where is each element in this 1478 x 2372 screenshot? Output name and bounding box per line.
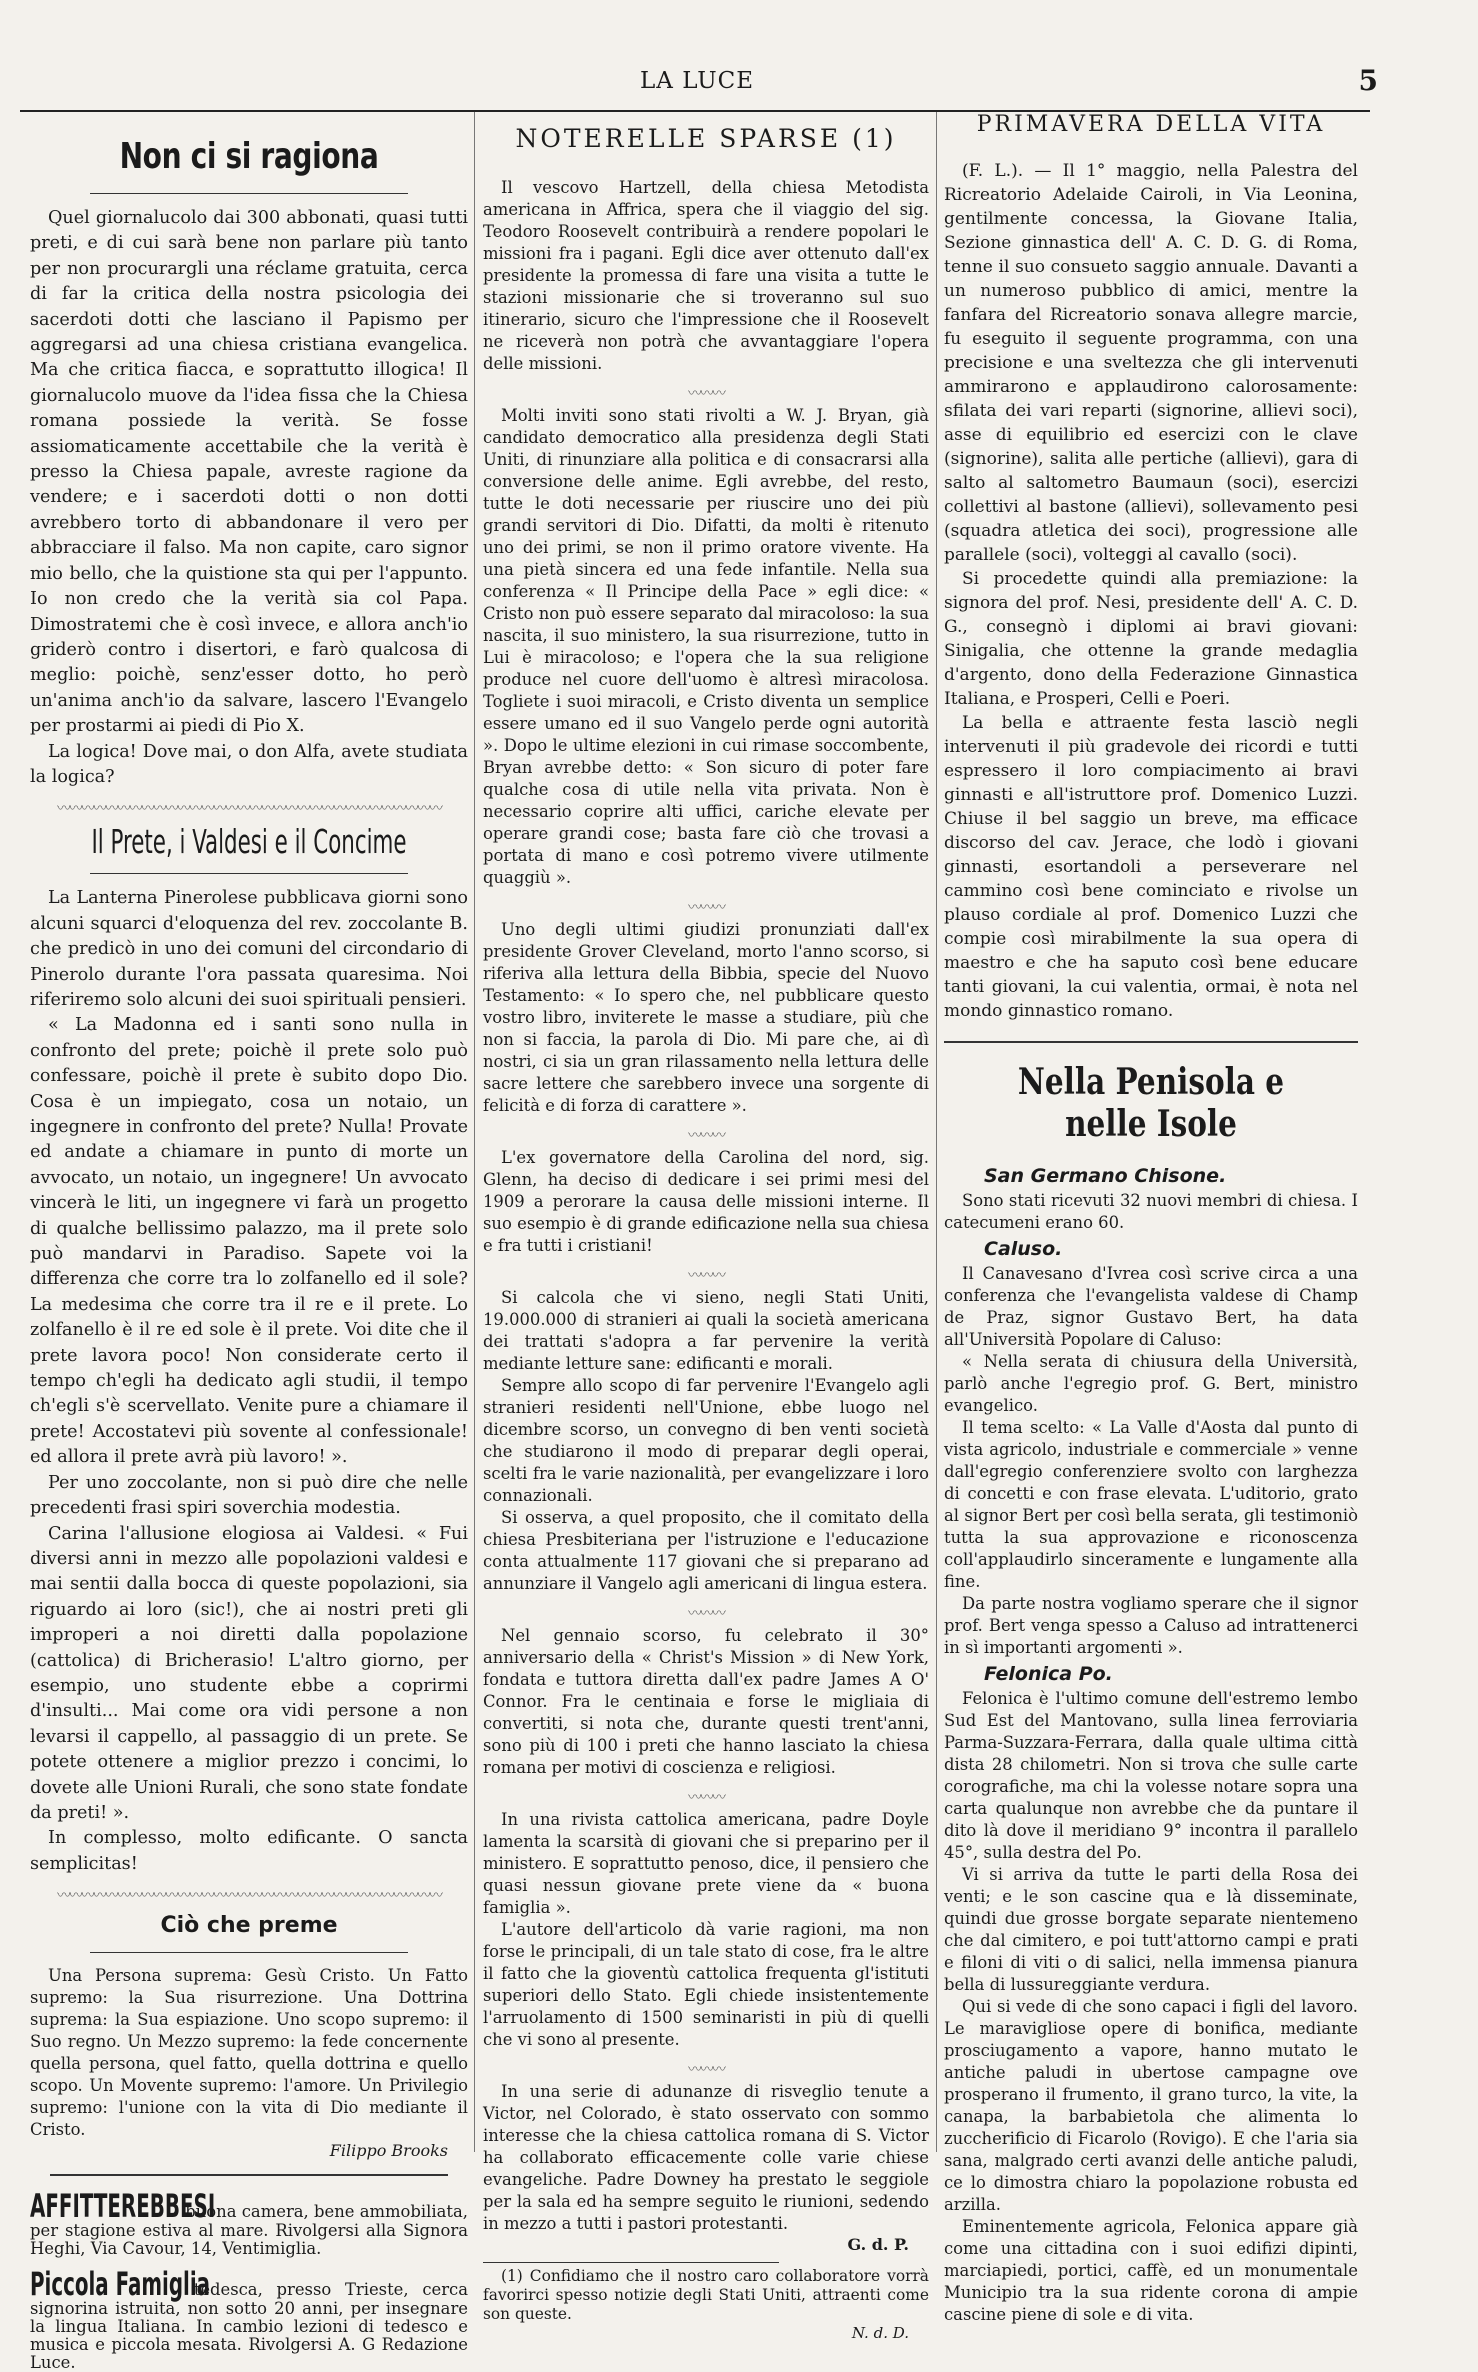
paragraph: Carina l'allusione elogiosa ai Valdesi. « Fui diversi anni in mezzo alle popolazioni valdesi e mai sentii dalla bocca di queste popolazioni, sia riguardo ai loro (sic!), che ai nostri preti gli improperi a noi diretti dalla popolazione (cattolica) di Bricherasio! L'altro giorno, per esempio, uno studente ebbe a coprirmi d'insulti... Mai come ora vidi persone a non levarsi il cappello, al passaggio di un prete. Se potete ottenere a miglior prezzo i concimi, lo dovete alle Unioni Rurali, che sono state fondate da preti! ». [30,1523,468,1823]
paragraph: Sempre allo scopo di far pervenire l'Evangelo agli stranieri residenti nell'Unione, ebbe luogo nel dicembre scorso, un convegno di ben venti società che studiarono il modo di preparar degli operai, scelti fra le varie nazionalità, per evangelizzare i loro connazionali. [483,1376,929,1505]
divider [90,193,408,194]
paragraph: Il tema scelto: « La Valle d'Aosta dal punto di vista agricolo, industriale e commerciale » venne dall'egregio conferenziere svolto con larghezza di concetti e con frase elevata. L'uditorio, grato al signor Bert per così bella serata, gli testimoniò tutta la sua approvazione e riconoscenza coll'applaudirlo sinceramente e lungamente alla fine. [944,1418,1358,1591]
ornamental-divider: 〰〰〰 [688,2062,724,2078]
footnote: (1) Confidiamo che il nostro caro collaboratore vorrà favorirci spesso notizie degli Stati Uniti, attraenti come son queste. [483,2267,929,2323]
divider [483,2262,779,2263]
ornamental-divider: 〰〰〰 [688,386,724,402]
divider [944,1041,1358,1043]
divider [50,2174,448,2176]
paragraph: (F. L.). — Il 1° maggio, nella Palestra del Ricreatorio Adelaide Cairoli, in Via Leonina, gentilmente concessa, la Giovane Italia, Sezione ginnastica dell' A. C. D. G. di Roma, tenne il suo consueto saggio annuale. Davanti a un numeroso pubblico di amici, mentre la fanfara del Ricreatorio sonava allegre marcie, fu eseguito il seguente programma, con una precisione e una sveltezza che gli intervenuti ammirarono e applaudirono calorosamente: sfilata dei vari reparti (signorine, allievi soci), asse di equilibrio ed esercizi con le clave (signorine), salita alle pertiche (allievi), gara di salto al saltometro Baumaun (soci), esercizi collettivi al bastone (allievi), sollevamento pesi (squadra atletica dei soci), progressione alle parallele (soci), volteggi al cavallo (soci). [944,161,1358,565]
article-title: Il Prete, i Valdesi e il Concime [91,822,407,862]
paragraph: Si procedette quindi alla premiazione: la signora del prof. Nesi, presidente dell' A. C. D. G., consegnò i diplomi ai bravi giovani: Sinigalia, che ottenne la grande medaglia d'argento, dono della Federazione Ginnastica Italiana, e Prosperi, Celli e Poeri. [944,569,1358,709]
place-heading: Caluso. [984,1238,1063,1260]
paragraph: In una serie di adunanze di risveglio tenute a Victor, nel Colorado, è stato osservato con sommo interesse che la chiesa cattolica romana di S. Victor ha collaborato efficacemente colle varie chiese evangeliche. Padre Downey ha prestato le seggiole per la sala ed ha sempre seguito le riunioni, sedendo in mezzo a tutti i pastori protestanti. [483,2082,929,2233]
paragraph: Vi si arriva da tutte le parti della Rosa dei venti; e le son cascine qua e là disseminate, quindi due grosse borgate separate nientemeno che dal cimitero, e poi tutt'attorno campi e prati e filoni di viti o di salici, nella immensa pianura bella di lussureggiante verdura. [944,1865,1358,1994]
ornamental-divider: 〰〰〰 [688,1128,724,1144]
page-header [20,60,1378,112]
ornamental-divider: 〰〰〰 [688,900,724,916]
paragraph: Felonica è l'ultimo comune dell'estremo lembo Sud Est del Mantovano, sulla linea ferroviaria Parma-Suzzara-Ferrara, dalla quale ultima città dista 28 chilometri. Non si trova che sulle carte corografiche, ma chi la volesse notare sopra una carta qualunque non avrebbe che da puntare il dito là dove il meridiano 9° incontra il parallelo 45°, sulla destra del Po. [944,1689,1358,1862]
paragraph: Qui si vede di che sono capaci i figli del lavoro. Le maravigliose opere di bonifica, mediante prosciugamento a vapore, hanno mutato le antiche paludi in ubertose campagne ove prosperano il frumento, il grano turco, la vite, la canapa, la barbabietola che alimenta lo zuccherificio di Ficarolo (Rovigo). E che l'aria sia sana, malgrado certi avanzi delle antiche paludi, ce lo dimostra chiaro la popolazione robusta ed arzilla. [944,1997,1358,2214]
paragraph: Si calcola che vi sieno, negli Stati Uniti, 19.000.000 di stranieri ai quali la società americana dei trattati s'adopra a far pervenire la verità mediante letture sane: edificanti e morali. [483,1288,929,1373]
paragraph: « Nella serata di chiusura della Università, parlò anche l'egregio prof. G. Bert, ministro evangelico. [944,1352,1358,1415]
paragraph: L'autore dell'articolo dà varie ragioni, ma non forse le principali, di un tale stato di cose, fra le altre il fatto che la gioventù cattolica frequenta gl'istituti superiori dello Stato. Egli chiede insistentemente l'arruolamento di 1500 seminaristi in più di quelli che vi sono al presente. [483,1920,929,2049]
column-divider [936,112,937,2152]
paragraph: L'ex governatore della Carolina del nord, sig. Glenn, ha deciso di dedicare i sei primi mesi del 1909 a perorare la causa delle missioni interne. Il suo esempio è di grande edificazione nella sua chiesa e fra tutti i cristiani! [483,1148,929,1255]
paragraph: Da parte nostra vogliamo sperare che il signor prof. Bert venga spesso a Caluso ad intrattenerci in sì importanti argomenti ». [944,1594,1358,1657]
ornamental-divider: 〰〰〰〰〰〰〰〰〰〰〰〰〰〰〰〰〰〰〰〰〰〰〰〰〰〰〰〰〰〰〰〰 [57,1888,441,1905]
paragraph: In una rivista cattolica americana, padre Doyle lamenta la scarsità di giovani che si preparino per il ministero. E soprattutto penoso, dice, il pensiero che quasi nessun giovane prete viene da « buona famiglia ». [483,1810,929,1917]
classified-ad [30,2265,468,2372]
paragraph: La logica! Dove mai, o don Alfa, avete studiata la logica? [30,741,468,787]
classified-ad [30,2187,468,2259]
ad-headline: Piccola Famiglia [30,2265,211,2304]
ornamental-divider: 〰〰〰 [688,1606,724,1622]
paragraph: Quel giornalucolo dai 300 abbonati, quasi tutti preti, e di cui sarà bene non parlare più tanto per non procurargli una réclame gratuita, cerca di far la critica della nostra psicologia dei sacerdoti dotti che lasciano il Papismo per aggregarsi ad una chiesa cristiana evangelica. Ma che critica fiacca, e soprattutto illogica! Il giornalucolo muove da l'idea fissa che la Chiesa romana possiede la verità. Se fosse assiomaticamente accettabile che la verità è presso la Chiesa papale, avreste ragione da vendere; e i sacerdoti dotti o non dotti avrebbero torto di abbandonare il vero per abbracciare il falso. Ma non capite, caro signor mio bello, che la quistione sta qui per l'appunto. Io non credo che la verità sia col Papa. Dimostratemi che è così invece, e allora anch'io griderò contro i disertori, e farò qualcosa di meglio: poichè, senz'esser dotto, ho però un'anima anch'io da salvare, lascero l'Evangelo per prostarmi ai piedi di Pio X. [30,208,468,737]
paragraph: Una Persona suprema: Gesù Cristo. Un Fatto supremo: la Sua risurrezione. Una Dottrina suprema: la Sua espiazione. Uno scopo supremo: il Suo regno. Un Mezzo supremo: la fede concernente quella persona, quel fatto, quella dottrina e quello scopo. Un Movente supremo: l'amore. Un Privilegio supremo: l'unione con la vita di Dio mediante il Cristo. [30,1966,468,2140]
divider [90,1952,408,1953]
paragraph: Sono stati ricevuti 32 nuovi membri di chiesa. I catecumeni erano 60. [944,1191,1358,1232]
place-heading: Felonica Po. [984,1663,1113,1685]
signature: Filippo Brooks [329,2141,448,2161]
paragraph: Uno degli ultimi giudizi pronunziati dall'ex presidente Grover Cleveland, morto l'anno scorso, si riferiva alla lettura della Bibbia, specie del Nuovo Testamento: « Io spero che, nel pubblicare questo vostro libro, inviterete le masse a studiare, più che non si faccia, la parola di Dio. Mi pare che, ai dì nostri, ci sia un gran rilassamento nella lettura delle sacre lettere che sarebbero invece una sorgente di felicità e di forza di carattere ». [483,920,929,1115]
ornamental-divider: 〰〰〰〰〰〰〰〰〰〰〰〰〰〰〰〰〰〰〰〰〰〰〰〰〰〰〰〰〰〰〰〰 [57,801,441,818]
signature: G. d. P. [847,2235,909,2254]
paragraph: La bella e attraente festa lasciò negli intervenuti il più gradevole dei ricordi e tutti espressero il loro compiacimento ai bravi ginnasti e all'istruttore prof. Domenico Luzzi. Chiuse il bel saggio un breve, ma efficace discorso del cav. Jerace, che lodò i giovani ginnasti, esortandoli a perseverare nel cammino così bene cominciato e rivolse un plauso cordiale al prof. Domenico Luzzi che compie così mirabilmente la sua opera di maestro e che ha saputo così bene educare tanti giovani, la cui valentia, ormai, è nota nel mondo ginnastico romano. [944,713,1358,1021]
article-title: Ciò che preme [160,1913,338,1939]
paragraph: Nel gennaio scorso, fu celebrato il 30° anniversario della « Christ's Mission » di New York, fondata e tuttora diretta dall'ex padre James A O' Connor. Fra le centinaia e forse le migliaia di convertiti, si nota che, durante questi trent'anni, sono più di 100 i preti che hanno lasciato la chiesa romana per motivi di coscienza e religiosi. [483,1626,929,1777]
paragraph: Molti inviti sono stati rivolti a W. J. Bryan, già candidato democratico alla presidenza degli Stati Uniti, di rinunziare alla politica e di consacrarsi alla conversione delle anime. Egli avrebbe, del resto, tutte le doti necessarie per riuscire uno dei più grandi servitori di Dio. Difatti, da molti è ritenuto uno dei primi, se non il primo oratore vivente. Ha una pietà sincera ed una fede infantile. Nella sua conferenza « Il Principe della Pace » egli dice: « Cristo non può essere separato dal miracoloso: la sua nascita, il suo ministero, la sua risurrezione, tutto in Lui è miracoloso; e l'opera che la sua religione produce nel cuore dell'uomo è altresì miracolosa. Togliete i suoi miracoli, e Cristo diventa un semplice essere umano ed il suo Vangelo perde ogni autorità ». Dopo le ultime elezioni in cui rimase soccombente, Bryan avrebbe detto: « Son sicuro di poter fare qualche cosa di utile nella vita privata. Non è necessario coprire alti uffici, cariche elevate per operare grandi cose; basta fare ciò che trovasi a portata di mano e così potremo vivere utilmente quaggiù ». [483,406,929,887]
paragraph: La Lanterna Pinerolese pubblicava giorni sono alcuni squarci d'eloquenza del rev. zoccolante B. che predicò in uno dei comuni del circondario di Pinerolo durante l'ora passata quaresima. Noi riferiremo solo alcuni dei suoi spirituali pensieri. [30,888,468,1010]
paragraph: « La Madonna ed i santi sono nulla in confronto del prete; poichè il prete solo può confessare, poichè il prete è subito dopo Dio. Cosa è un impiegato, cosa un notaio, un ingegnere in confronto del prete? Nulla! Provate ed andate a chiamare in punto di morte un avvocato, un notaio, un ingegnere! Un avvocato vincerà le liti, un ingegnere vi farà un progetto di qualche bellissimo palazzo, ma il prete solo può mandarvi in Paradiso. Sapete voi la differenza che corre tra lo zolfanello ed il sole? La medesima che corre tra il re e il prete. Lo zolfanello è il re ed sole è il prete. Voi dite che il prete lavora poco! Non considerate certo il tempo ch'egli ha dedicato agli studii, il tempo ch'egli s'è scervellato. Venite pure a chiamare il prete! Accostatevi più sovente al confessionale! ed allora il prete avrà più lavoro! ». [30,1015,468,1468]
ornamental-divider: 〰〰〰 [688,1790,724,1806]
footnote-signature: N. d. D. [851,2324,909,2342]
article-title: Non ci si ragiona [119,136,379,177]
ad-text: tedesca, presso Trieste, cerca signorina istruita, non sotto 20 anni, per insegnare la lingua Italiana. In cambio lezioni di tedesco e musica e piccola mesata. Rivolgersi A. G Redazione Luce. [30,2280,468,2372]
paragraph: Si osserva, a quel proposito, che il comitato della chiesa Presbiteriana per l'istruzione e l'educazione conta attualmente 117 giovani che si preparano ad annunziare il Vangelo agli americani di lingua estera. [483,1508,929,1593]
ornamental-divider: 〰〰〰 [688,1268,724,1284]
column-divider [474,112,475,2152]
ad-text: buona camera, bene ammobiliata, per stagione estiva al mare. Rivolgersi alla Signora Heghi, Via Cavour, 14, Ventimiglia. [30,2202,468,2259]
paragraph: Per uno zoccolante, non si può dire che nelle precedenti frasi spiri soverchia modestia. [30,1472,468,1519]
ad-headline: AFFITTEREBBESI [30,2187,216,2226]
section-title: Nella Penisola e nelle Isole [1017,1061,1285,1145]
column-right [944,112,1358,2326]
masthead: LA LUCE [640,68,754,94]
column-left [30,112,468,2372]
paragraph: Il vescovo Hartzell, della chiesa Metodista americana in Affrica, spera che il viaggio del sig. Teodoro Roosevelt contribuirà a rendere popolari le missioni fra i pagani. Egli dice aver ottenuto dall'ex presidente la promessa di fare una visita a tutte le stazioni missionarie che si troveranno sul suo itinerario, sicuro che l'impressione che il Roosevelt ne riceverà non potrà che avvantaggiare l'opera delle missioni. [483,178,929,373]
article-title: NOTERELLE SPARSE (1) [515,124,897,153]
divider [90,873,408,874]
paragraph: Il Canavesano d'Ivrea così scrive circa a una conferenza che l'evangelista valdese di Champ de Praz, signor Gustavo Bert, ha data all'Università Popolare di Caluso: [944,1264,1358,1349]
place-heading: San Germano Chisone. [984,1165,1227,1187]
article-title: PRIMAVERA DELLA VITA [976,112,1326,137]
page-number: 5 [1358,64,1378,97]
column-middle [483,112,929,2342]
classified-ad-body [30,2187,468,2259]
classified-ad-body [30,2265,468,2372]
paragraph: Eminentemente agricola, Felonica appare già come una cittadina con i suoi edifizi dipinti, marciapiedi, portici, caffè, ed un monumentale Municipio tra la sua ridente corona di ampie cascine piene di sole e di vita. [944,2217,1358,2324]
paragraph: In complesso, molto edificante. O sancta semplicitas! [30,1828,468,1874]
